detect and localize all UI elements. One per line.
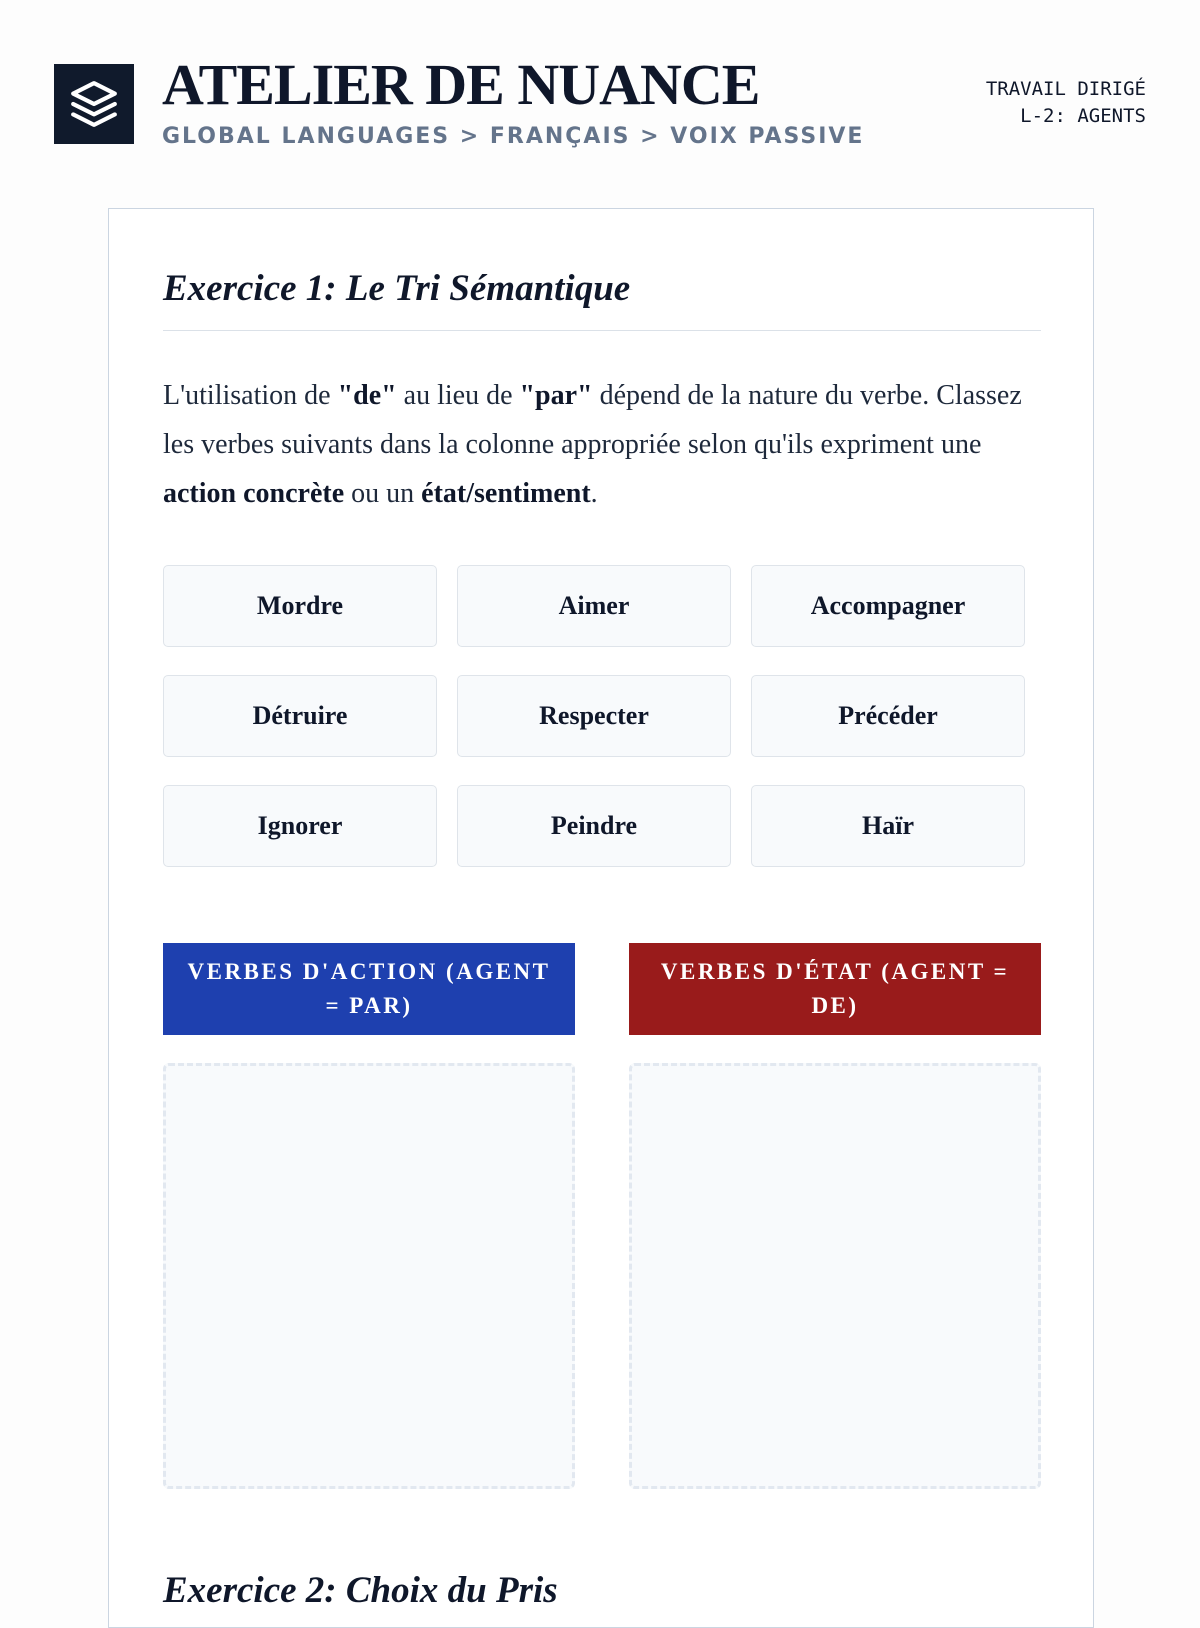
exercise-1-instructions bbox=[163, 371, 1041, 518]
action-column-header: VERBES D'ACTION (AGENT = PAR) bbox=[163, 943, 575, 1035]
instr-text: ou un bbox=[344, 478, 422, 509]
exercise-2-title: Exercice 2: Choix du Pris bbox=[163, 1570, 558, 1611]
verb-chip-preceder[interactable]: Précéder bbox=[751, 675, 1025, 757]
action-drop-zone[interactable] bbox=[163, 1063, 575, 1489]
breadcrumb: GLOBAL LANGUAGES > FRANÇAIS > VOIX PASSIVE bbox=[162, 124, 865, 149]
assignment-meta bbox=[986, 76, 1146, 130]
verb-chip-detruire[interactable]: Détruire bbox=[163, 675, 437, 757]
verb-chip-mordre[interactable]: Mordre bbox=[163, 565, 437, 647]
divider bbox=[163, 330, 1041, 331]
etat-drop-zone[interactable] bbox=[629, 1063, 1041, 1489]
verb-chip-aimer[interactable]: Aimer bbox=[457, 565, 731, 647]
meta-line-2: L-2: AGENTS bbox=[1020, 105, 1146, 127]
instr-bold: état/sentiment bbox=[421, 478, 591, 509]
page-header bbox=[54, 52, 1146, 158]
etat-column-header: VERBES D'ÉTAT (AGENT = DE) bbox=[629, 943, 1041, 1035]
layers-icon bbox=[69, 79, 119, 129]
instr-text: au lieu de bbox=[396, 380, 520, 411]
instr-bold: action concrète bbox=[163, 478, 345, 509]
exercise-1-title: Exercice 1: Le Tri Sémantique bbox=[163, 268, 631, 309]
instr-text: dépend de la nature du verbe. Classez les verbes suivants dans la colonne appropriée selon qu'ils expriment une bbox=[163, 380, 1022, 460]
verb-chip-hair[interactable]: Haïr bbox=[751, 785, 1025, 867]
logo bbox=[54, 64, 134, 144]
app-title: ATELIER DE NUANCE bbox=[162, 52, 760, 117]
verb-chip-ignorer[interactable]: Ignorer bbox=[163, 785, 437, 867]
verb-chip-respecter[interactable]: Respecter bbox=[457, 675, 731, 757]
verb-chip-peindre[interactable]: Peindre bbox=[457, 785, 731, 867]
instr-bold: "de" bbox=[337, 380, 397, 411]
exercise-card bbox=[108, 208, 1094, 1628]
verb-chip-accompagner[interactable]: Accompagner bbox=[751, 565, 1025, 647]
meta-line-1: TRAVAIL DIRIGÉ bbox=[985, 78, 1146, 100]
instr-text: . bbox=[590, 478, 598, 509]
instr-text: L'utilisation de bbox=[163, 380, 338, 411]
instr-bold: "par" bbox=[519, 380, 593, 411]
